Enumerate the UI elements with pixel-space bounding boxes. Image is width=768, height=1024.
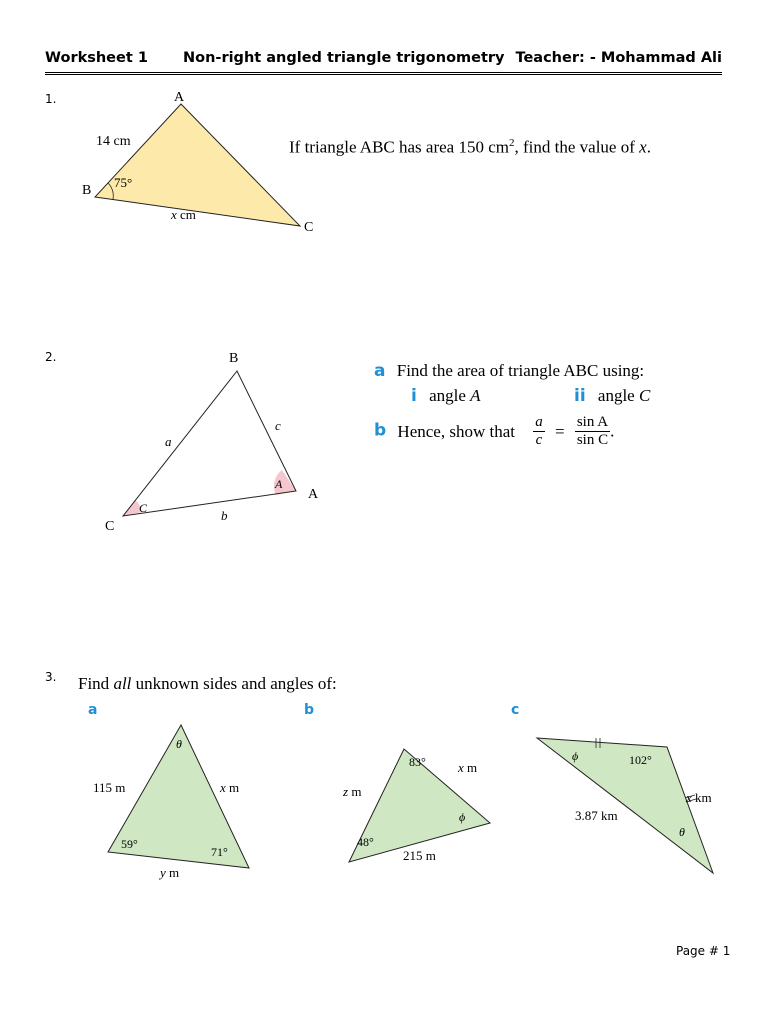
- q3a-angle-left: 59°: [121, 837, 138, 851]
- q3b-angle-left: 48°: [357, 835, 374, 849]
- q3c-side-diag: 3.87 km: [575, 808, 618, 823]
- question-2-part-i: i angle A: [411, 386, 481, 406]
- q2-angle-a: A: [275, 477, 283, 491]
- q1-vertex-b: B: [82, 183, 92, 198]
- question-1-text: If triangle ABC has area 150 $cm^2$, find the value of x.: [289, 137, 651, 157]
- fraction-sinA-over-sinC: $\frac{\text{sin A}}{\text{sin C}}$: [576, 414, 609, 448]
- question-2-part-a: [374, 361, 644, 381]
- q3a-side-right: x m: [220, 780, 240, 795]
- question-2-triangle: [105, 351, 319, 534]
- question-1-triangle: [82, 90, 313, 235]
- question-3b-triangle: [342, 749, 490, 863]
- q3b-angle-top: 83°: [409, 755, 426, 769]
- fraction-a-over-c: $\frac{a}{c}$: [535, 414, 543, 448]
- q2-angle-c: C: [139, 501, 148, 515]
- page-number: Page # 1: [676, 944, 731, 958]
- q3-part-b-label: b: [304, 702, 315, 718]
- q1-vertex-a: A: [174, 90, 185, 105]
- q3-part-a-label: a: [88, 702, 98, 718]
- part-b-label: b: [374, 420, 387, 441]
- q3a-angle-right: 71°: [211, 845, 228, 859]
- q1-vertex-c: C: [304, 220, 314, 235]
- q2-vertex-a: A: [308, 487, 319, 502]
- q3c-theta: θ: [679, 825, 685, 839]
- q3b-phi: ϕ: [459, 810, 466, 824]
- worksheet-number: Worksheet 1: [45, 50, 148, 66]
- q3a-theta: θ: [176, 737, 182, 751]
- q3a-side-left: 115 m: [93, 780, 126, 795]
- q1-side-bc: x cm: [171, 207, 196, 222]
- q2-side-a: a: [165, 434, 172, 449]
- teacher-name: Teacher: - Mohammad Ali: [515, 50, 722, 66]
- question-2-part-ii: ii angle C: [574, 386, 651, 406]
- q3c-side-right: x km: [686, 790, 712, 805]
- worksheet-title: Non-right angled triangle trigonometry: [183, 50, 505, 66]
- q3b-side-top: x m: [458, 760, 478, 775]
- q1-angle-b: 75°: [114, 175, 133, 190]
- question-2-part-b: b Hence, show that $\frac{a}{c}$ = $\frac{\text{sin A}}{\text{sin C}}$ .: [374, 414, 615, 448]
- q3c-angle-top: 102°: [629, 753, 652, 767]
- question-1-number: 1.: [45, 92, 57, 106]
- q3-part-c-label: c: [511, 702, 520, 718]
- question-3a-triangle: [93, 725, 249, 880]
- q3a-side-bottom: y m: [160, 865, 180, 880]
- q3b-side-left: z m: [343, 784, 362, 799]
- q2-side-b: b: [221, 508, 228, 523]
- q2-vertex-b: B: [229, 351, 239, 366]
- part-a-label: a: [374, 361, 386, 381]
- q2-side-c: c: [275, 418, 281, 433]
- q3c-phi: ϕ: [572, 749, 579, 763]
- question-3c-triangle: [537, 738, 713, 873]
- question-3-number: 3.: [45, 670, 57, 684]
- q3b-side-bottom: 215 m: [403, 848, 436, 863]
- part-a-text: Find the area of triangle ABC using:: [396, 361, 645, 380]
- question-3-text: Find all unknown sides and angles of:: [78, 674, 337, 693]
- q2-vertex-c: C: [105, 519, 115, 534]
- q1-side-ab: 14 cm: [96, 134, 131, 149]
- question-2-number: 2.: [45, 350, 57, 364]
